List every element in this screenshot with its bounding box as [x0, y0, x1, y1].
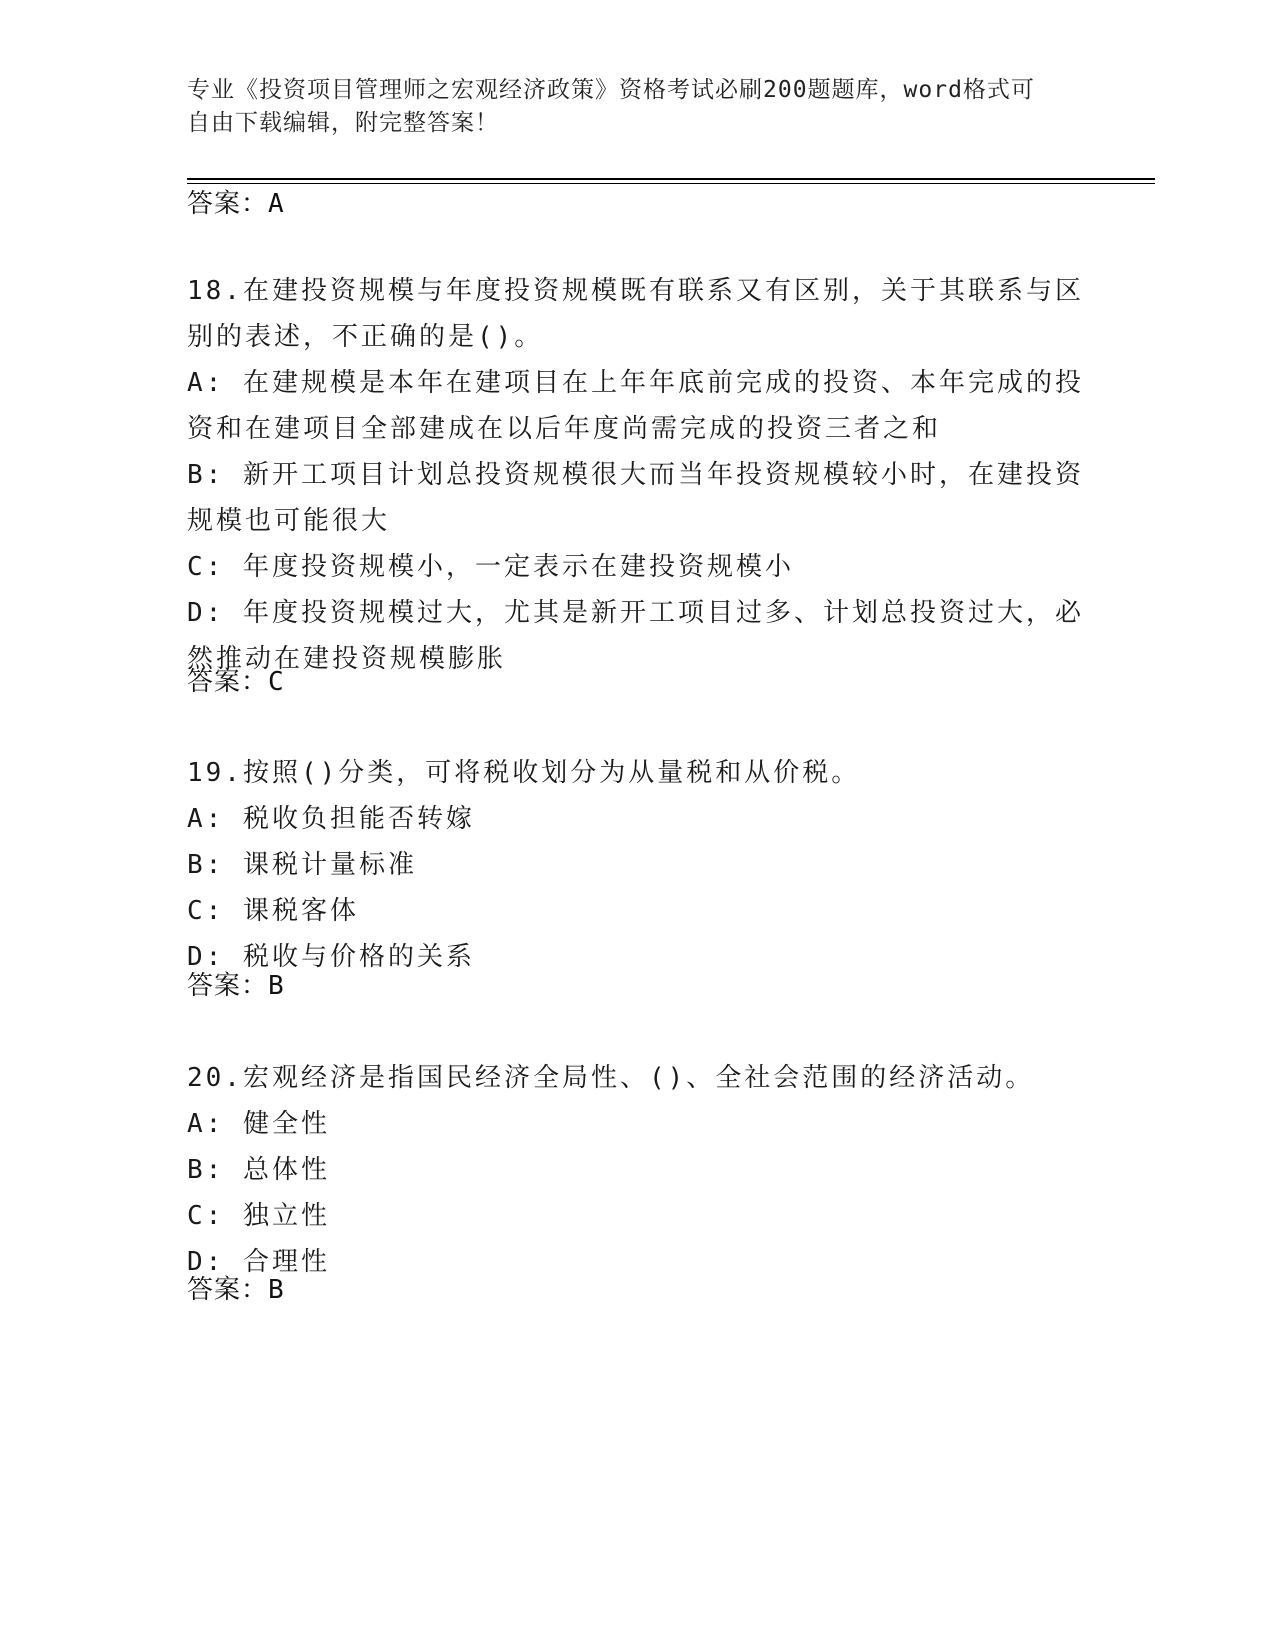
- question-18-option-a-2: 资和在建项目全部建成在以后年度尚需完成的投资三者之和: [187, 414, 942, 444]
- question-19-option-a: A: 税收负担能否转嫁: [187, 804, 475, 834]
- header-divider-thick: [187, 178, 1155, 180]
- question-19-option-b: B: 课税计量标准: [187, 850, 417, 880]
- document-header: [187, 74, 1067, 140]
- question-18-option-d-1: D: 年度投资规模过大，尤其是新开工项目过多、计划总投资过大，必: [187, 598, 1084, 628]
- header-line-2: 自由下载编辑，附完整答案！: [187, 110, 499, 136]
- question-19-stem: 19.按照()分类，可将税收划分为从量税和从价税。: [187, 758, 861, 788]
- question-18-option-b-1: B: 新开工项目计划总投资规模很大而当年投资规模较小时，在建投资: [187, 460, 1084, 490]
- question-20-option-c: C: 独立性: [187, 1201, 330, 1231]
- question-20-option-d: D: 合理性: [187, 1247, 330, 1277]
- question-19-option-c: C: 课税客体: [187, 896, 359, 926]
- header-line-1: 专业《投资项目管理师之宏观经济政策》资格考试必刷200题题库，word格式可: [187, 77, 1035, 103]
- answer-20: 答案：B: [187, 1275, 285, 1305]
- question-18-option-d-2: 然推动在建投资规模膨胀: [187, 644, 507, 674]
- answer-19: 答案：B: [187, 971, 285, 1001]
- question-18-stem-2: 别的表述，不正确的是()。: [187, 322, 544, 352]
- answer-18: 答案：C: [187, 667, 285, 697]
- question-19: [187, 750, 1077, 980]
- question-20-option-a: A: 健全性: [187, 1109, 330, 1139]
- question-18-stem-1: 18.在建投资规模与年度投资规模既有联系又有区别，关于其联系与区: [187, 276, 1084, 306]
- answer-prev: 答案：A: [187, 189, 285, 219]
- header-divider-thin: [187, 183, 1155, 184]
- question-18-option-a-1: A: 在建规模是本年在建项目在上年年底前完成的投资、本年完成的投: [187, 368, 1084, 398]
- question-18-option-b-2: 规模也可能很大: [187, 506, 391, 536]
- question-20-stem: 20.宏观经济是指国民经济全局性、()、全社会范围的经济活动。: [187, 1063, 1035, 1093]
- question-20: [187, 1055, 1077, 1285]
- question-19-option-d: D: 税收与价格的关系: [187, 942, 475, 972]
- question-20-option-b: B: 总体性: [187, 1155, 330, 1185]
- question-18-option-c: C: 年度投资规模小，一定表示在建投资规模小: [187, 552, 794, 582]
- question-18: [187, 268, 1084, 682]
